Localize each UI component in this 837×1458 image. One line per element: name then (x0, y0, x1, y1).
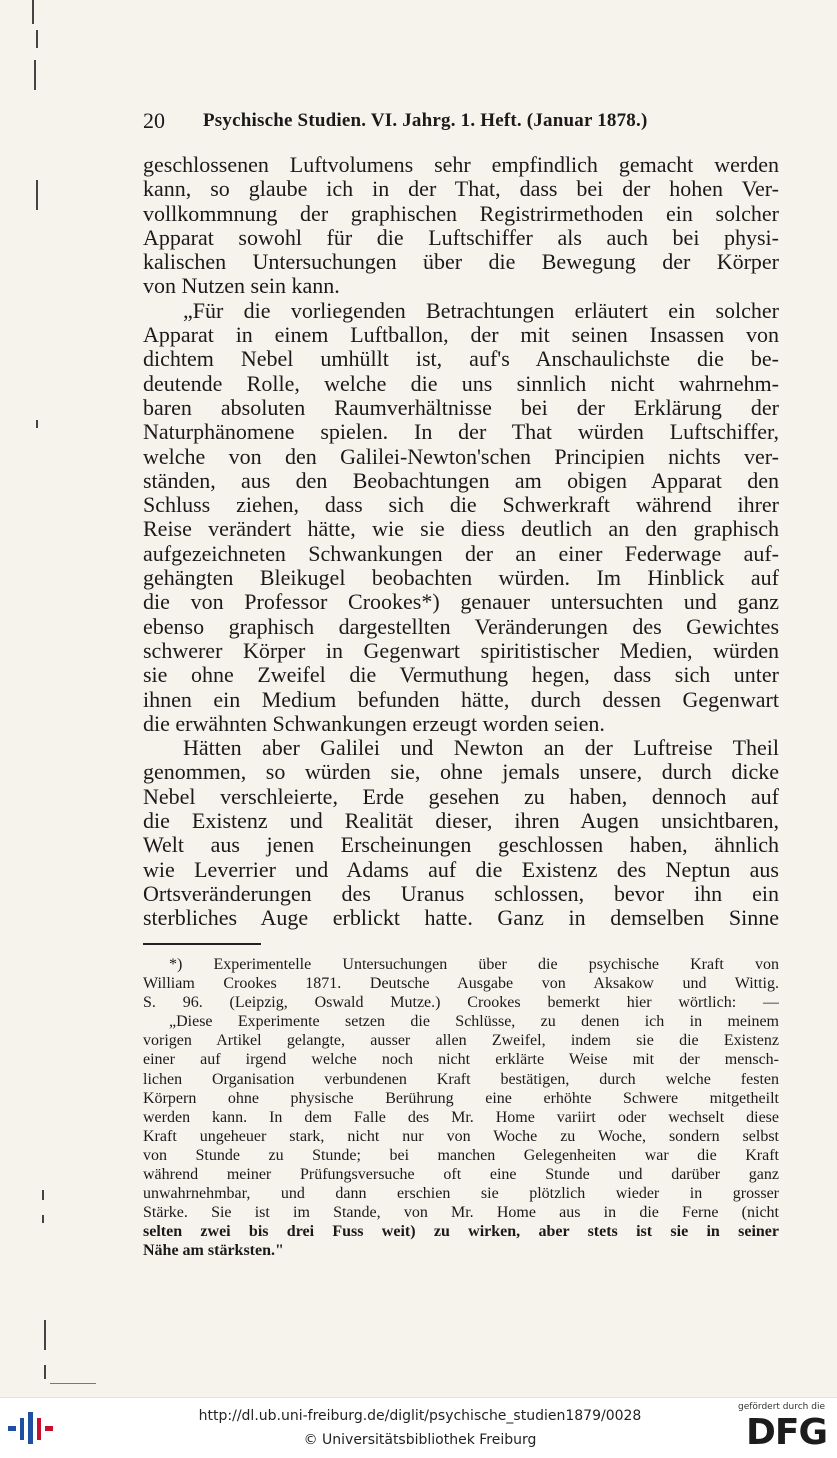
body-line: die erwähnten Schwankungen erzeugt worden seien. (143, 711, 605, 736)
footnote-line: William Crookes 1871. Deutsche Ausgabe von Aksakow und Wittig. (143, 975, 779, 993)
body-line: Welt aus jenen Erscheinungen geschlossen haben, ähnlich (143, 833, 779, 858)
body-line: schwerer Körper in Gegenwart spiritistischer Medien, würden (143, 638, 779, 663)
page-header (143, 108, 783, 134)
footnote-line: werden kann. In dem Falle des Mr. Home variirt oder wechselt diese (143, 1108, 779, 1126)
body-line: welche von den Galilei-Newton'schen Principien nichts ver- (143, 444, 779, 469)
footnote-line: „Diese Experimente setzen die Schlüsse, zu denen ich in meinem (169, 1013, 779, 1031)
footnote-line: Nähe am stärksten." (143, 1242, 284, 1260)
footnote-line: unwahrnehmbar, und dann erschien sie plötzlich wieder in grosser (143, 1185, 779, 1203)
body-line: Naturphänomene spielen. In der That würden Luftschiffer, (143, 420, 779, 445)
body-line: dichtem Nebel umhüllt ist, auf's Anschaulichste die be- (143, 347, 779, 372)
footnote-line: *) Experimentelle Untersuchungen über die psychische Kraft von (169, 956, 779, 973)
footnote-line: Körpern ohne physische Berührung eine erhöhte Schwere mitgetheilt (143, 1089, 779, 1107)
footnote-line: während meiner Prüfungsversuche oft eine Stunde und darüber ganz (143, 1166, 779, 1184)
body-line: aufgezeichneten Schwankungen der an einer Federwage auf- (143, 541, 779, 566)
body-line: kann, so glaube ich in der That, dass bei der hohen Ver- (143, 177, 779, 202)
body-line: Hätten aber Galilei und Newton an der Luftreise Theil (183, 736, 779, 761)
footnote-line: selten zwei bis drei Fuss weit) zu wirken, aber stets ist sie in seiner (143, 1223, 779, 1241)
body-line: ständen, aus den Beobachtungen am obigen Apparat den (143, 468, 779, 493)
body-line: Nebel verschleierte, Erde gesehen zu haben, dennoch auf (143, 784, 779, 809)
body-line: genommen, so würden sie, ohne jemals unsere, durch dicke (143, 760, 779, 785)
copyright-notice: © Universitätsbibliothek Freiburg (303, 1432, 537, 1448)
footnote-line: Stärke. Sie ist im Stande, von Mr. Home aus in die Ferne (nicht (143, 1204, 779, 1222)
body-line: Apparat sowohl für die Luftschiffer als auch bei physi- (143, 225, 779, 250)
body-line: „Für die vorliegenden Betrachtungen erläutert ein solcher (183, 298, 779, 323)
footnote-rule (143, 943, 261, 945)
footnote-line: Kraft ungeheuer stark, nicht nur von Woche zu Woche, sondern selbst (143, 1127, 779, 1145)
footnote-line: S. 96. (Leipzig, Oswald Mutze.) Crookes bemerkt hier wörtlich: — (143, 994, 779, 1012)
footnote-line: von Stunde zu Stunde; bei manchen Gelegenheiten war die Kraft (143, 1146, 779, 1164)
body-line: vollkommnung der graphischen Registrirmethoden ein solcher (143, 201, 779, 226)
body-line: deutende Rolle, welche die uns sinnlich nicht wahrnehm- (143, 371, 779, 396)
body-line: von Nutzen sein kann. (143, 274, 340, 299)
body-line: wie Leverrier und Adams auf die Existenz des Neptun aus (143, 857, 779, 882)
body-line: geschlossenen Luftvolumens sehr empfindlich gemacht werden (143, 153, 779, 177)
body-line: Ortsveränderungen des Uranus schlossen, bevor ihn ein (143, 881, 779, 906)
body-line: kalischen Untersuchungen über die Bewegung der Körper (143, 250, 779, 275)
footnote-line: lichen Organisation verbundenen Kraft bestätigen, durch welche festen (143, 1070, 779, 1088)
footnote-line: vorigen Artikel gelangte, ausser allen Zweifel, indem sie die Existenz (143, 1032, 779, 1050)
funder-caption: gefördert durch die (738, 1402, 825, 1412)
footnote-line: einer auf irgend welche noch nicht erklärte Weise mit der mensch- (143, 1051, 779, 1069)
body-line: Reise verändert hätte, wie sie diess deutlich an den graphisch (143, 517, 779, 542)
dfg-logo-icon: DFG (745, 1412, 827, 1453)
body-text (143, 153, 779, 931)
running-title: Psychische Studien. VI. Jahrg. 1. Heft. (Januar 1878.) (203, 110, 648, 131)
freiburg-logo-icon (8, 1408, 54, 1448)
body-line: gehängten Bleikugel beobachten würden. Im Hinblick auf (143, 566, 779, 591)
body-line: die von Professor Crookes*) genauer untersuchten und ganz (143, 590, 779, 615)
body-line: die Existenz und Realität dieser, ihren Augen unsichtbaren, (143, 809, 779, 834)
body-line: ihnen ein Medium befunden hätte, durch dessen Gegenwart (143, 687, 779, 712)
body-line: sterbliches Auge erblickt hatte. Ganz in demselben Sinne (143, 906, 779, 931)
body-line: ebenso graphisch dargestellten Veränderungen des Gewichtes (143, 614, 779, 639)
document-url-link[interactable]: http://dl.ub.uni-freiburg.de/diglit/psychische_studien1879/0028 (198, 1408, 642, 1424)
viewer-footer (0, 1397, 837, 1458)
body-line: Schluss ziehen, dass sich die Schwerkraft während ihrer (143, 493, 779, 518)
footnote (143, 955, 779, 1261)
margin-marks (30, 0, 50, 1397)
body-line: baren absoluten Raumverhältnisse bei der Erklärung der (143, 395, 779, 420)
page-number: 20 (143, 108, 165, 133)
body-line: Apparat in einem Luftballon, der mit seinen Insassen von (143, 323, 779, 348)
body-line: sie ohne Zweifel die Vermuthung hegen, dass sich unter (143, 663, 779, 688)
